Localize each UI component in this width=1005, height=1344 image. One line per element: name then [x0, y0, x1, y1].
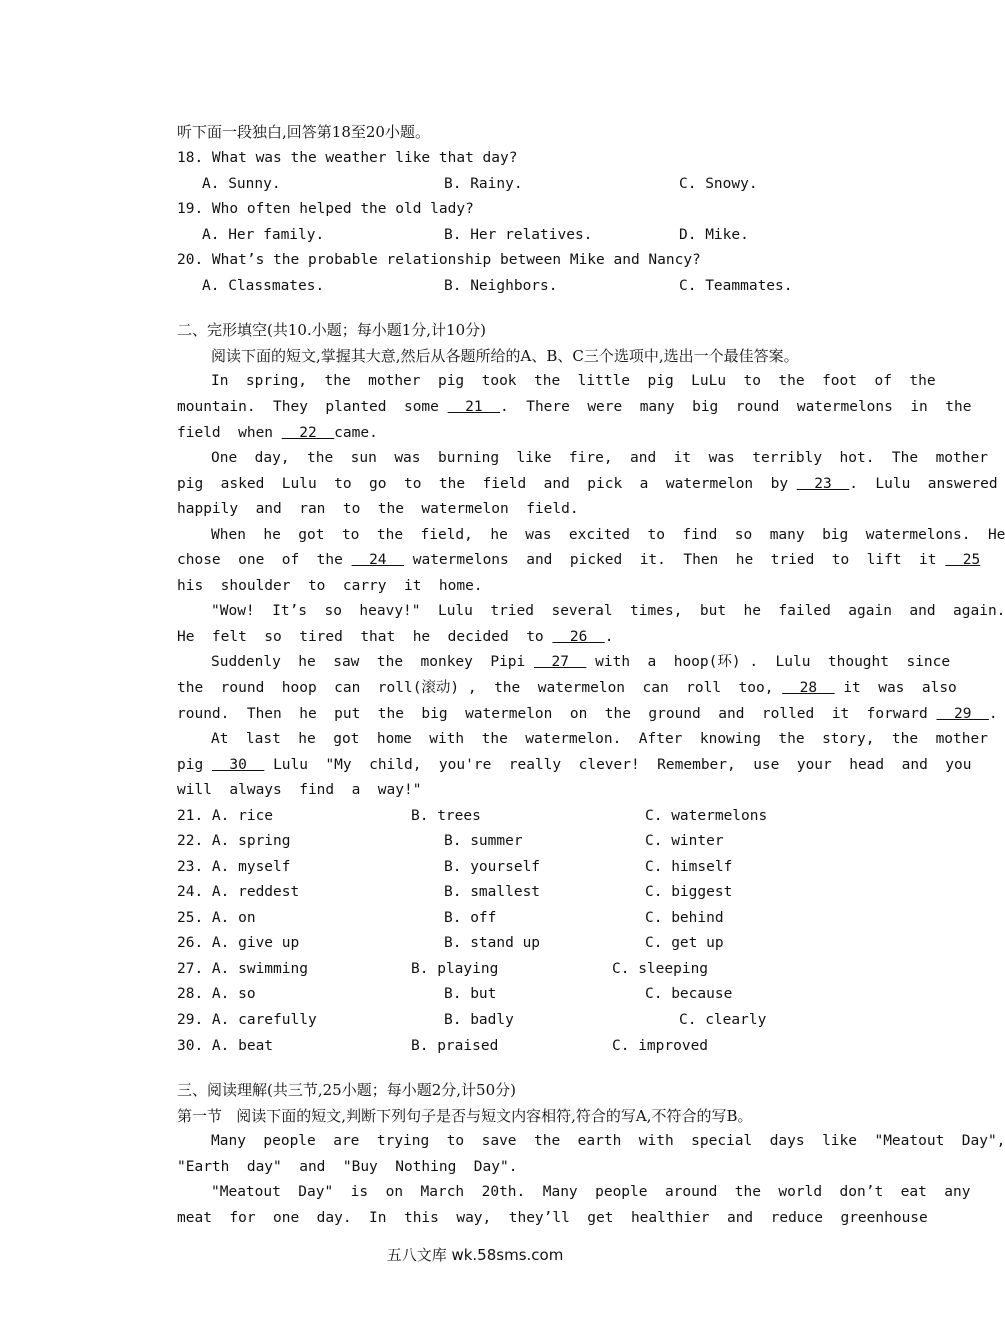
reading-line-3: "Meatout Day" is on March 20th. Many people around the world don’t eat any: [211, 1184, 971, 1200]
cloze-line-11: He felt so tired that he decided to 26 .: [177, 629, 614, 645]
cloze-option-22b: B. summer: [444, 833, 523, 849]
reading-section-1: 第一节 阅读下面的短文,判断下列句子是否与短文内容相符,符合的写A,不符合的写B。: [177, 1107, 753, 1125]
cloze-option-29b: B. badly: [444, 1012, 514, 1028]
cloze-line-13: the round hoop can roll(滚动) , the watermelon can roll too, 28 it was also: [177, 680, 957, 696]
blank-22: 22: [281, 425, 335, 441]
option-19a: A. Her family.: [202, 227, 325, 243]
blank-24: 24: [351, 552, 404, 568]
cloze-option-26c: C. get up: [645, 935, 724, 951]
question-18: 18. What was the weather like that day?: [177, 150, 518, 166]
cloze-option-30c: C. improved: [612, 1038, 709, 1054]
cloze-option-29c: C. clearly: [679, 1012, 767, 1028]
cloze-option-24b: B. smallest: [444, 884, 541, 900]
cloze-instruction: 阅读下面的短文,掌握其大意,然后从各题所给的A、B、C三个选项中,选出一个最佳答案。: [211, 347, 799, 365]
reading-line-2: "Earth day" and "Buy Nothing Day".: [177, 1159, 518, 1175]
cloze-option-23b: B. yourself: [444, 859, 541, 875]
cloze-line-16: pig 30 Lulu "My child, you're really clever! Remember, use your head and you: [177, 757, 972, 773]
cloze-line-4: One day, the sun was burning like fire, and it was terribly hot. The mother: [211, 450, 988, 466]
blank-29: 29: [936, 706, 989, 722]
cloze-option-28b: B. but: [444, 986, 497, 1002]
cloze-option-30a: 30. A. beat: [177, 1038, 274, 1054]
option-19b: B. Her relatives.: [444, 227, 593, 243]
question-20: 20. What’s the probable relationship between Mike and Nancy?: [177, 252, 701, 268]
cloze-option-27b: B. playing: [411, 961, 499, 977]
cloze-option-23c: C. himself: [645, 859, 733, 875]
cloze-line-2: mountain. They planted some 21 . There were many big round watermelons in the: [177, 399, 972, 415]
reading-heading: 三、阅读理解(共三节,25小题；每小题2分,计50分): [177, 1081, 516, 1099]
listening-intro: 听下面一段独白,回答第18至20小题。: [177, 123, 430, 141]
blank-23: 23: [796, 476, 850, 492]
cloze-heading: 二、完形填空(共10.小题；每小题1分,计10分): [177, 321, 486, 339]
blank-21: 21: [447, 399, 501, 415]
cloze-line-12: Suddenly he saw the monkey Pipi 27 with a hoop(环) . Lulu thought since: [211, 654, 951, 670]
cloze-line-8: chose one of the 24 watermelons and picked it. Then he tried to lift it 25: [177, 552, 981, 568]
cloze-option-26b: B. stand up: [444, 935, 541, 951]
cloze-option-28c: C. because: [645, 986, 733, 1002]
cloze-option-22a: 22. A. spring: [177, 833, 291, 849]
cloze-option-21c: C. watermelons: [645, 808, 768, 824]
option-20c: C. Teammates.: [679, 278, 793, 294]
cloze-line-17: will always find a way!": [177, 782, 422, 798]
reading-line-1: Many people are trying to save the earth with special days like "Meatout Day",: [211, 1133, 1005, 1149]
cloze-option-25a: 25. A. on: [177, 910, 256, 926]
cloze-line-3: field when 22 came.: [177, 425, 378, 441]
option-20b: B. Neighbors.: [444, 278, 558, 294]
cloze-line-15: At last he got home with the watermelon. After knowing the story, the mother: [211, 731, 988, 747]
blank-25: 25: [945, 552, 981, 568]
cloze-option-27c: C. sleeping: [612, 961, 709, 977]
cloze-line-7: When he got to the field, he was excited to find so many big watermelons. He: [211, 527, 1005, 543]
blank-30: 30: [211, 757, 265, 773]
option-19c: D. Mike.: [679, 227, 749, 243]
cloze-line-9: his shoulder to carry it home.: [177, 578, 483, 594]
blank-26: 26: [552, 629, 605, 645]
option-20a: A. Classmates.: [202, 278, 325, 294]
cloze-option-24a: 24. A. reddest: [177, 884, 300, 900]
cloze-option-25c: C. behind: [645, 910, 724, 926]
cloze-line-1: In spring, the mother pig took the little pig LuLu to the foot of the: [211, 373, 936, 389]
cloze-option-26a: 26. A. give up: [177, 935, 300, 951]
cloze-line-14: round. Then he put the big watermelon on the ground and rolled it forward 29 .: [177, 706, 998, 722]
footer-watermark: 五八文库 wk.58sms.com: [386, 1246, 564, 1264]
cloze-option-27a: 27. A. swimming: [177, 961, 308, 977]
question-19: 19. Who often helped the old lady?: [177, 201, 474, 217]
cloze-option-21b: B. trees: [411, 808, 481, 824]
cloze-option-30b: B. praised: [411, 1038, 499, 1054]
blank-27: 27: [534, 654, 587, 670]
cloze-option-22c: C. winter: [645, 833, 724, 849]
cloze-option-21a: 21. A. rice: [177, 808, 274, 824]
cloze-line-10: "Wow! It’s so heavy!" Lulu tried several times, but he failed again and again.: [211, 603, 1005, 619]
option-18b: B. Rainy.: [444, 176, 523, 192]
cloze-option-28a: 28. A. so: [177, 986, 256, 1002]
cloze-line-6: happily and ran to the watermelon field.: [177, 501, 579, 517]
blank-28: 28: [782, 680, 835, 696]
cloze-option-24c: C. biggest: [645, 884, 733, 900]
option-18c: C. Snowy.: [679, 176, 758, 192]
cloze-option-23a: 23. A. myself: [177, 859, 291, 875]
option-18a: A. Sunny.: [202, 176, 281, 192]
cloze-option-25b: B. off: [444, 910, 497, 926]
cloze-line-5: pig asked Lulu to go to the field and pick a watermelon by 23 . Lulu answered: [177, 476, 998, 492]
cloze-option-29a: 29. A. carefully: [177, 1012, 317, 1028]
reading-line-4: meat for one day. In this way, they’ll get healthier and reduce greenhouse: [177, 1210, 928, 1226]
